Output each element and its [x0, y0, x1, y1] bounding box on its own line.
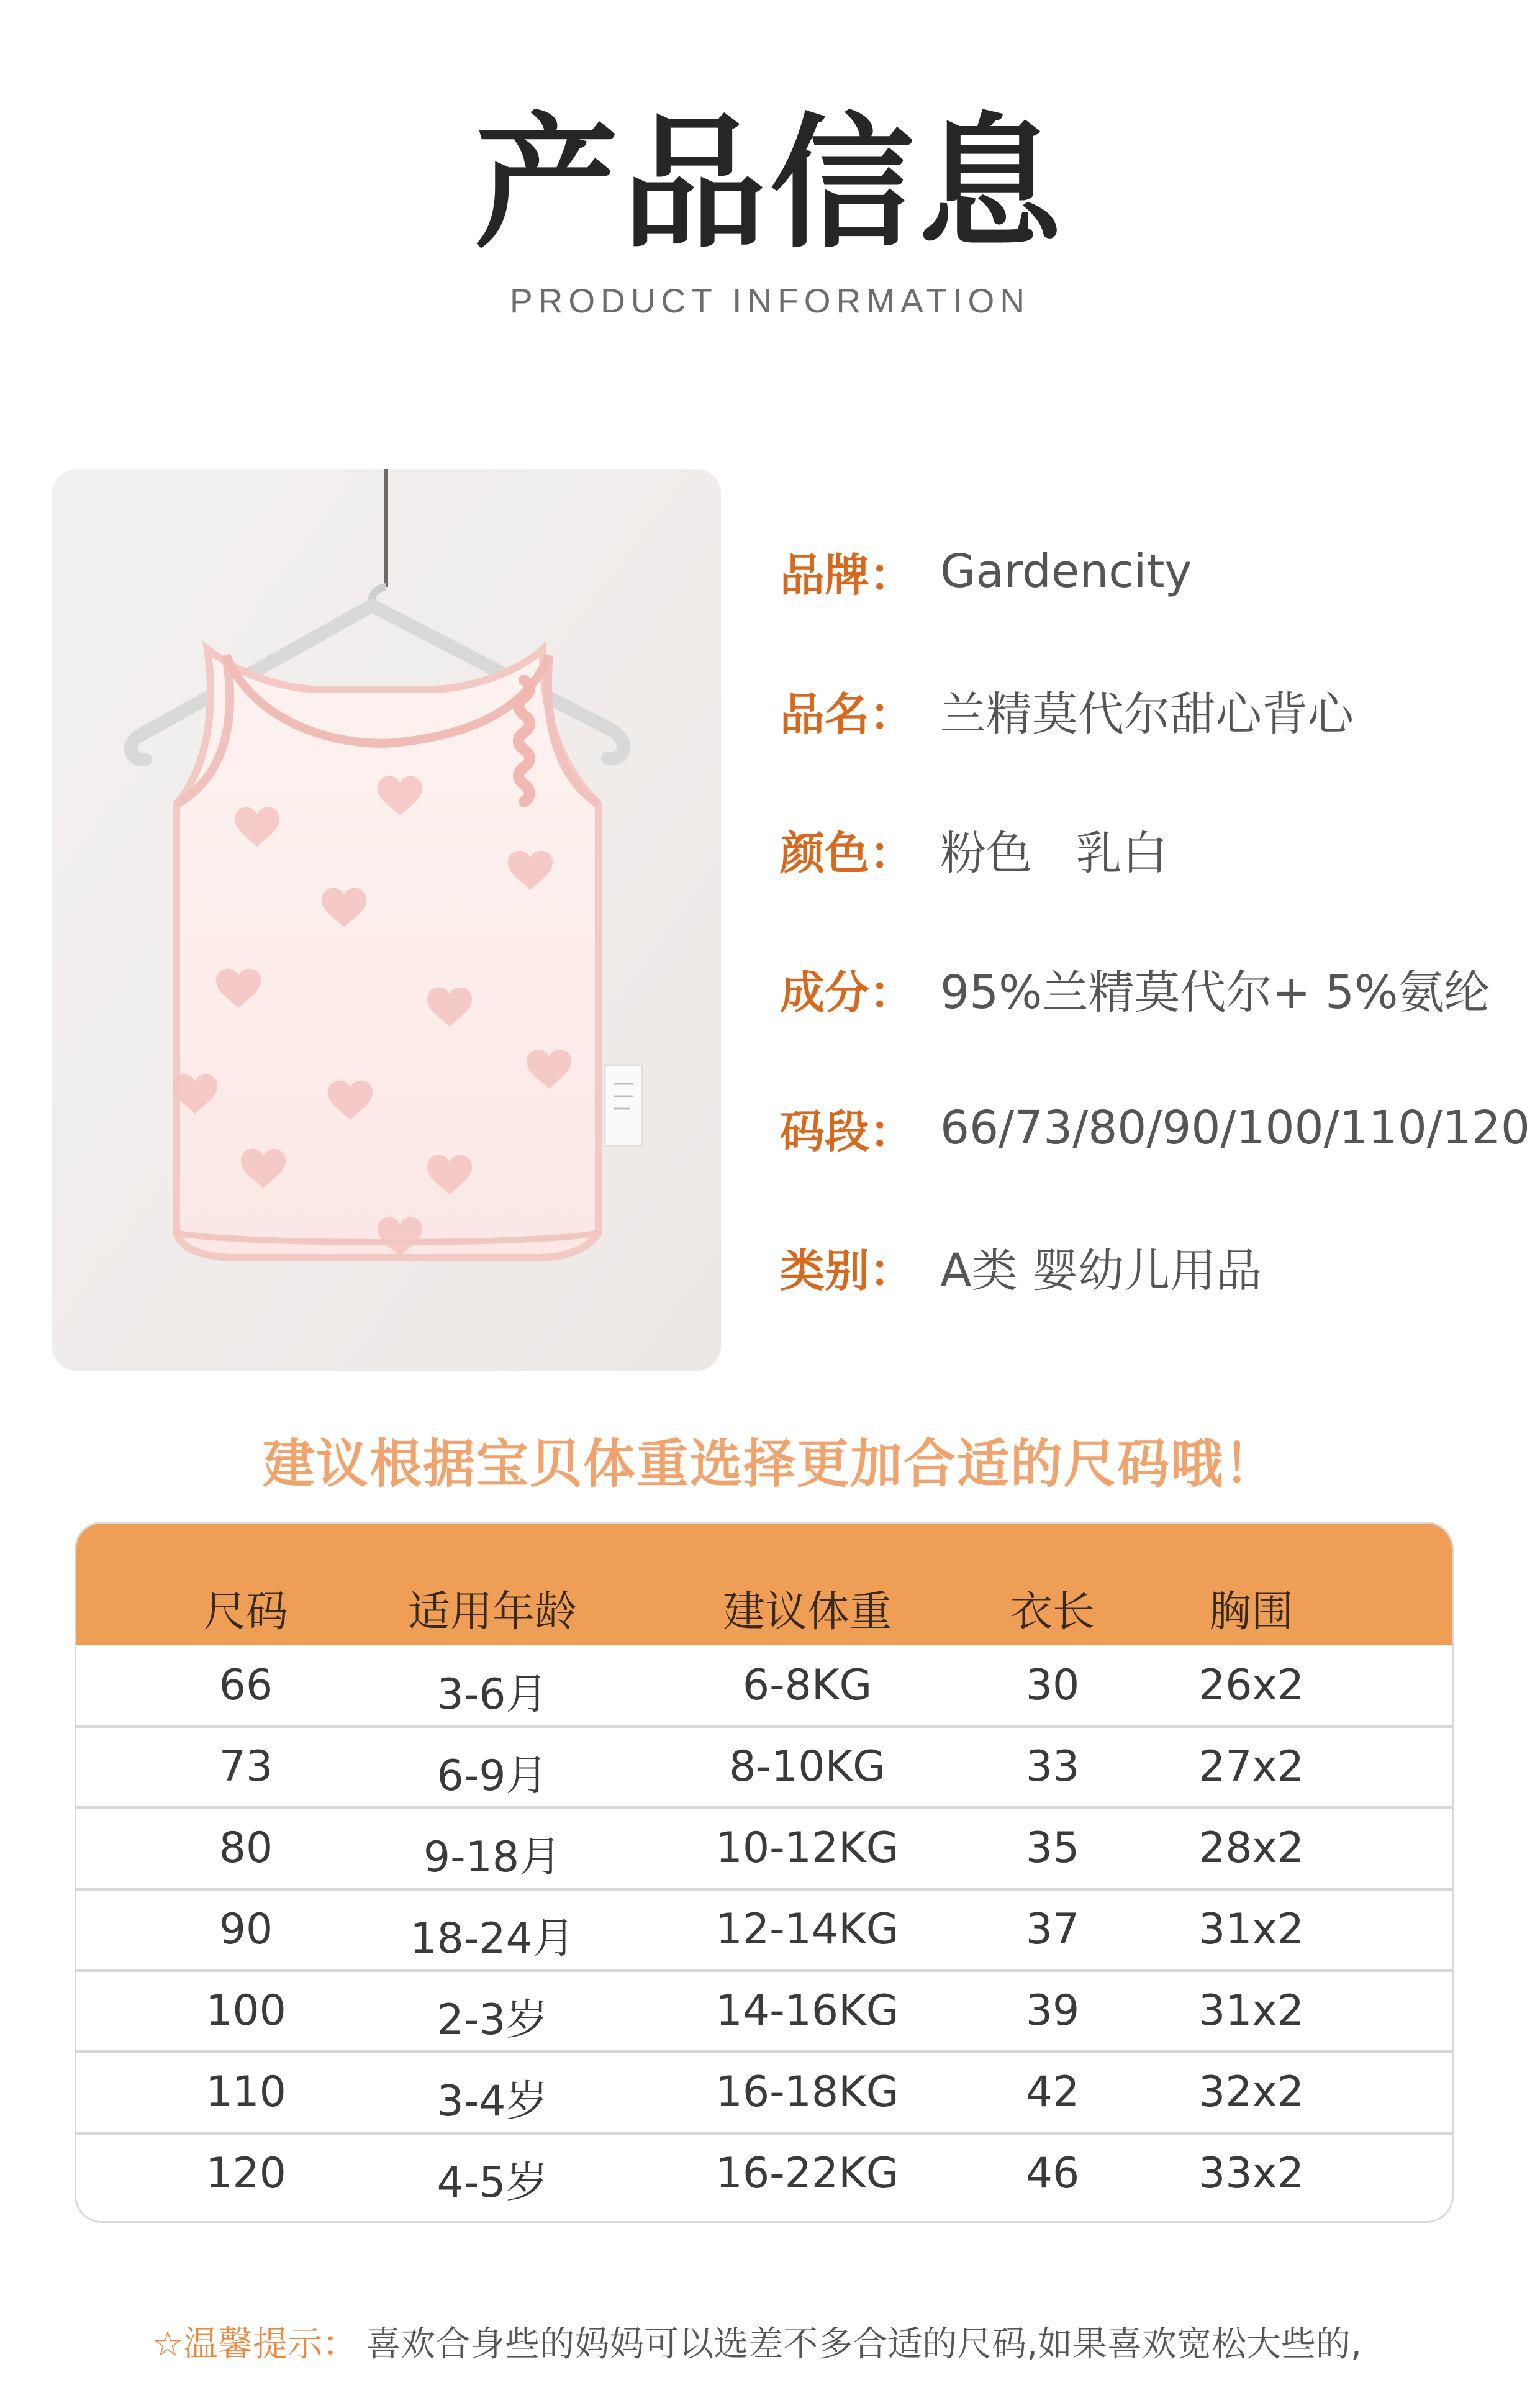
cell-chest: 26x2: [1198, 1661, 1305, 1710]
cell-length: 46: [1025, 2149, 1080, 2198]
table-row: [76, 1726, 1452, 1807]
cell-size: 120: [206, 2149, 286, 2198]
cell-size: 80: [219, 1824, 273, 1873]
cell-chest: 33x2: [1198, 2149, 1305, 2198]
notice-label: ☆温馨提示：: [152, 2324, 358, 2365]
cell-length: 37: [1025, 1905, 1080, 1954]
info-value-brand: Gardencity: [940, 545, 1192, 598]
size-tip: 建议根据宝贝体重选择更加合适的尺码哦！: [262, 1433, 1277, 1494]
info-value-color: 粉色 乳白: [940, 827, 1168, 880]
cell-weight: 6-8KG: [742, 1661, 872, 1710]
table-row: [76, 2133, 1452, 2214]
header-weight: 建议体重: [722, 1588, 892, 1637]
cell-size: 66: [219, 1661, 273, 1710]
cell-weight: 12-14KG: [715, 1905, 899, 1954]
info-row-name: [780, 673, 1354, 748]
info-value-name: 兰精莫代尔甜心背心: [940, 688, 1354, 741]
info-row-category: [780, 1230, 1262, 1304]
info-value-category: A类 婴幼儿用品: [940, 1244, 1262, 1297]
info-row-brand: [780, 534, 1192, 609]
table-row: [76, 2051, 1452, 2133]
table-row: [76, 1807, 1452, 1889]
info-label-brand: 品牌：: [780, 549, 915, 601]
cell-age: 4-5岁: [437, 2158, 548, 2207]
info-label-category: 类别：: [780, 1245, 915, 1297]
cell-weight: 10-12KG: [715, 1824, 899, 1873]
size-table-header: [76, 1524, 1452, 1645]
cell-age: 18-24月: [410, 1914, 575, 1963]
page-subtitle: PRODUCT INFORMATION: [509, 281, 1031, 320]
info-row-sizes: [780, 1091, 1530, 1165]
warm-notice: [152, 2317, 1362, 2366]
info-value-sizes: 66/73/80/90/100/110/120: [940, 1101, 1530, 1155]
header-age: 适用年龄: [407, 1588, 578, 1637]
cell-length: 33: [1025, 1742, 1080, 1791]
cell-size: 110: [206, 2068, 286, 2117]
size-table: [75, 1522, 1454, 2223]
cell-chest: 27x2: [1198, 1742, 1305, 1791]
page-title: 产品信息: [474, 100, 1066, 268]
table-row: [76, 1889, 1452, 1970]
info-row-material: [780, 952, 1490, 1026]
info-label-name: 品名：: [780, 688, 915, 740]
header-size: 尺码: [203, 1588, 289, 1637]
cell-weight: 16-18KG: [715, 2068, 899, 2117]
cell-length: 30: [1025, 1661, 1080, 1710]
cell-age: 2-3岁: [437, 1996, 548, 2045]
cell-chest: 32x2: [1198, 2068, 1305, 2117]
info-label-material: 成分：: [780, 966, 915, 1019]
product-photo: [52, 469, 721, 1371]
cell-age: 3-4岁: [437, 2077, 548, 2126]
product-vest-image: [52, 469, 721, 1371]
cell-age: 9-18月: [423, 1833, 562, 1882]
cell-size: 90: [219, 1905, 273, 1954]
cell-weight: 8-10KG: [729, 1742, 886, 1791]
header-length: 衣长: [1010, 1588, 1095, 1637]
table-row: [76, 1970, 1452, 2051]
info-row-color: [780, 812, 1168, 887]
table-row: [76, 1645, 1452, 1726]
cell-weight: 16-22KG: [715, 2149, 899, 2198]
notice-text: 喜欢合身些的妈妈可以选差不多合适的尺码,如果喜欢宽松大些的,: [366, 2324, 1362, 2365]
cell-length: 35: [1025, 1824, 1080, 1873]
page-header: [0, 100, 1540, 320]
cell-weight: 14-16KG: [715, 1986, 899, 2035]
cell-chest: 31x2: [1198, 1905, 1305, 1954]
cell-age: 3-6月: [437, 1670, 548, 1719]
info-value-material: 95%兰精莫代尔+ 5%氨纶: [940, 966, 1490, 1019]
cell-length: 39: [1025, 1986, 1080, 2035]
cell-chest: 28x2: [1198, 1824, 1305, 1873]
cell-length: 42: [1025, 2068, 1080, 2117]
header-chest: 胸围: [1208, 1588, 1294, 1637]
cell-size: 100: [206, 1986, 286, 2035]
info-label-sizes: 码段：: [780, 1106, 915, 1158]
info-label-color: 颜色：: [780, 827, 915, 879]
cell-size: 73: [219, 1742, 273, 1791]
cell-age: 6-9月: [437, 1751, 548, 1801]
cell-chest: 31x2: [1198, 1986, 1305, 2035]
